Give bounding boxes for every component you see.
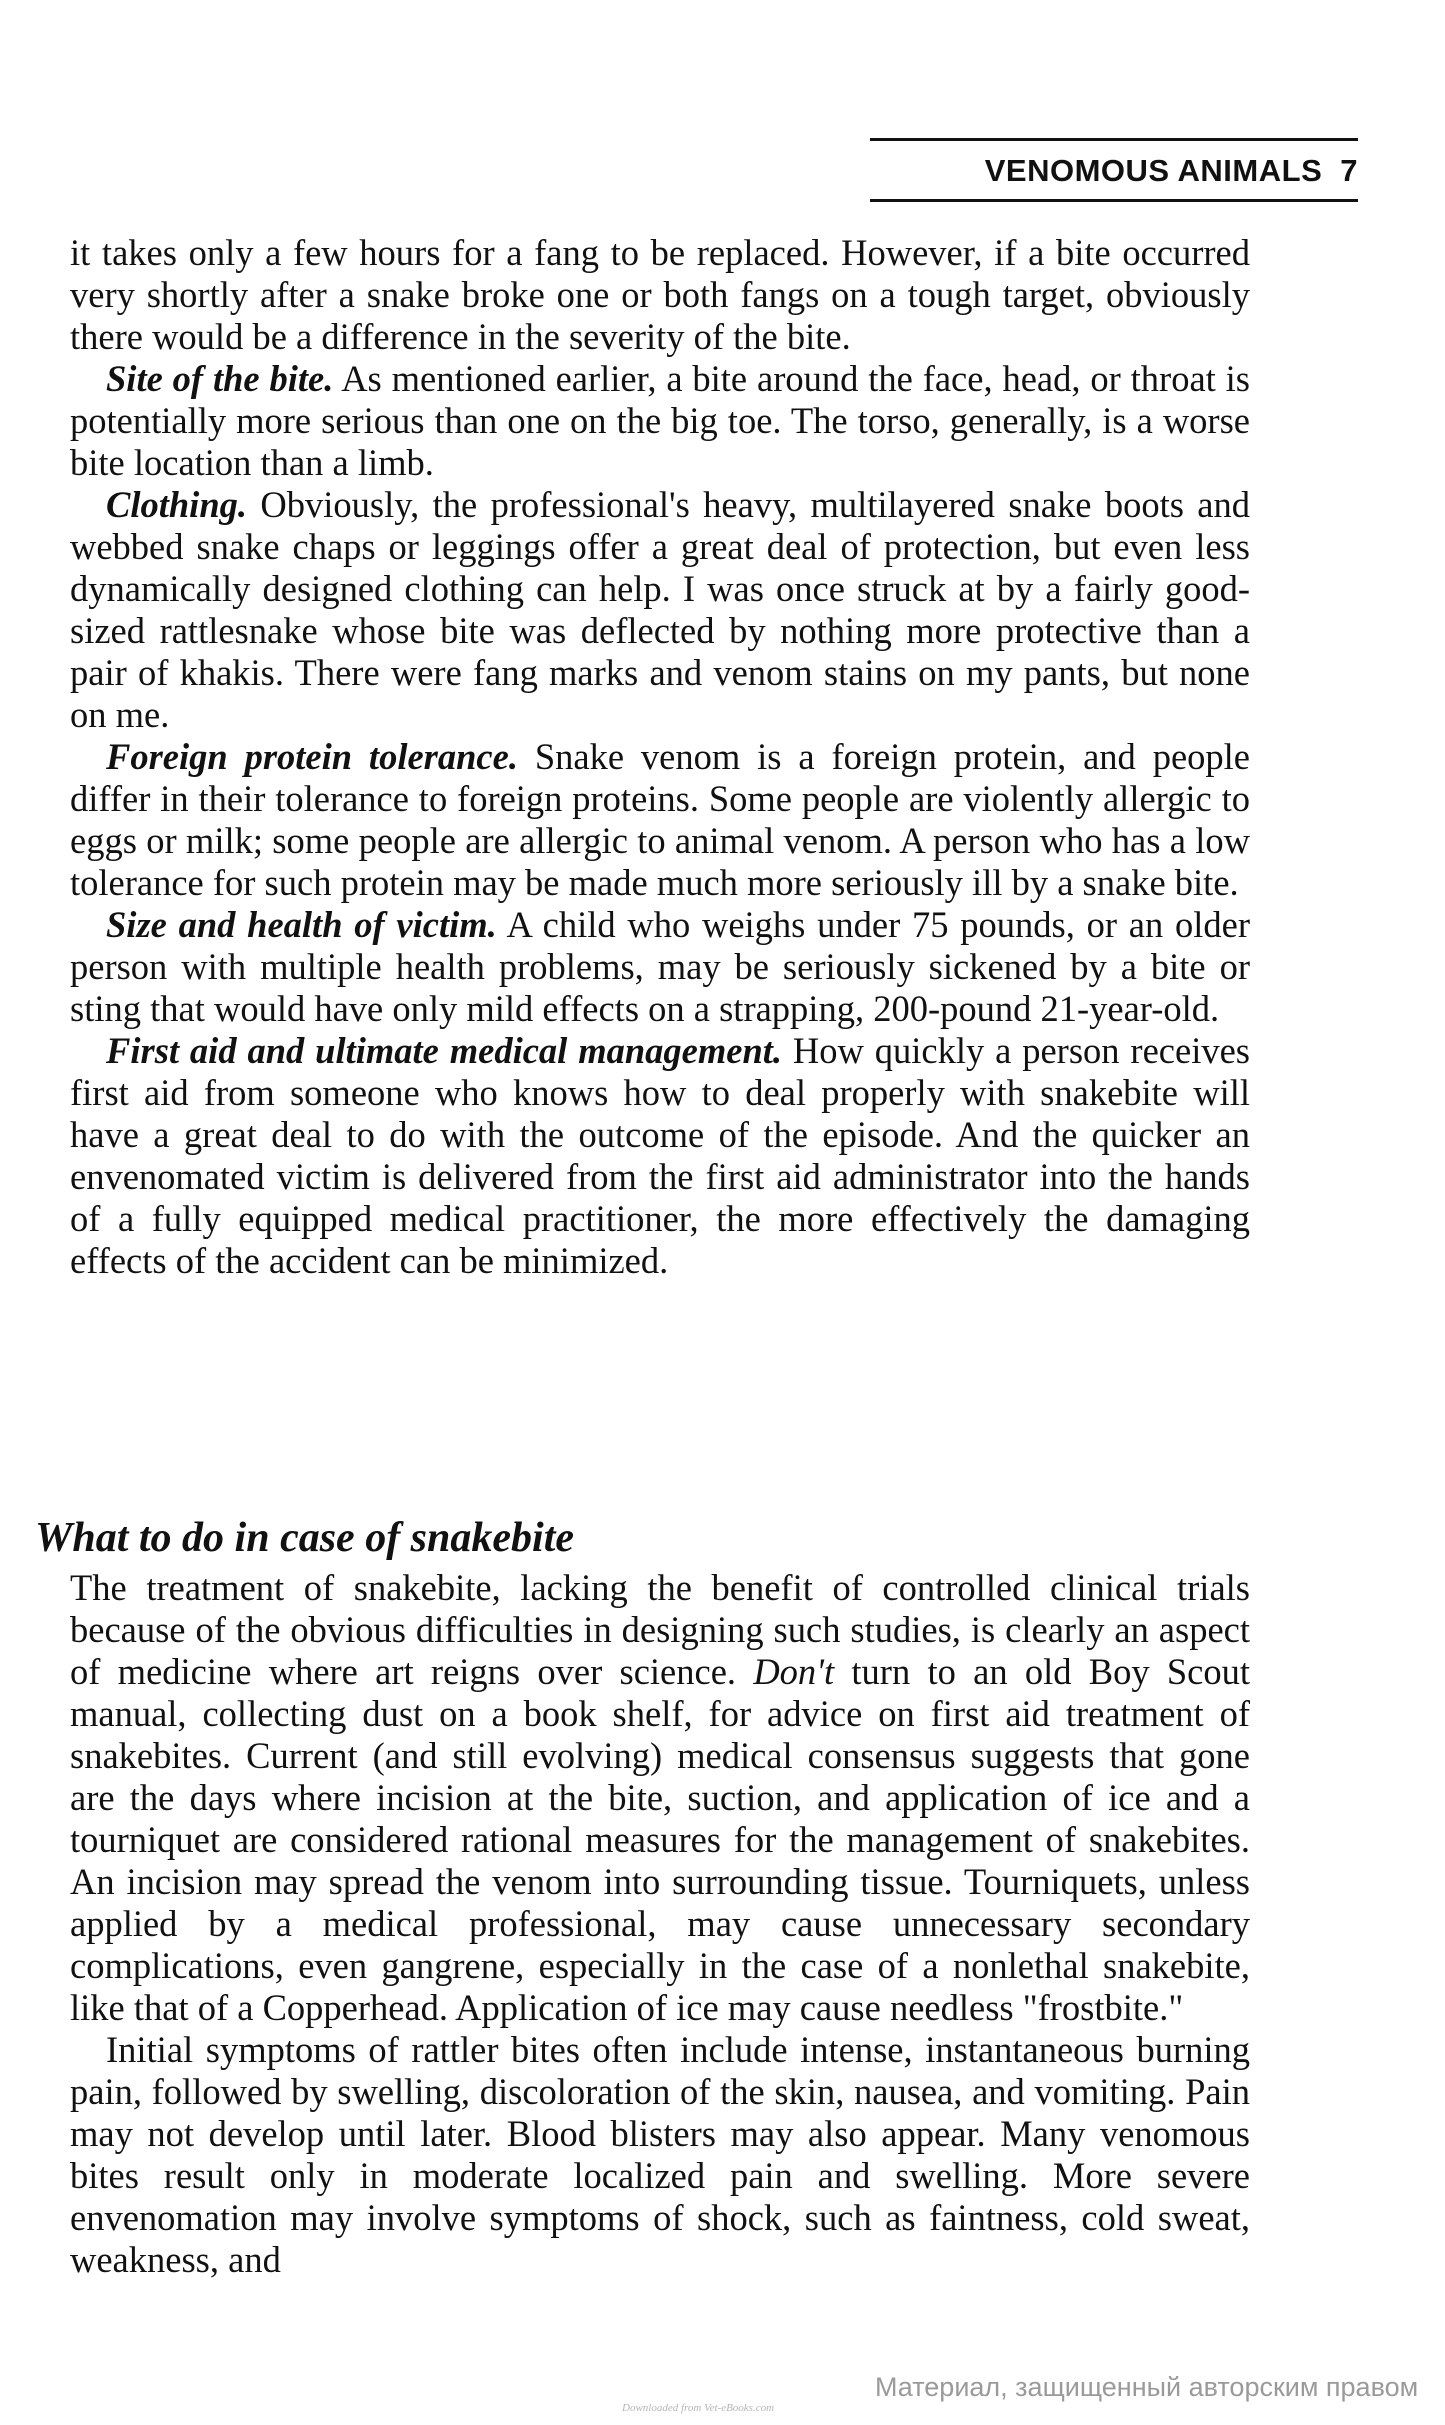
factor-paragraph-protein bbox=[70, 736, 1250, 904]
continuation-paragraph: it takes only a few hours for a fang to be replaced. However, if a bite occurred very shortly after a snake broke one or both fangs on a tough target, obviously there would be a difference in the severity of the bite. bbox=[70, 232, 1250, 357]
running-title: VENOMOUS ANIMALS bbox=[984, 153, 1323, 188]
factors-text-block bbox=[70, 232, 1250, 1282]
treatment-text-end: turn to an old Boy Scout manual, collecting dust on a book shelf, for advice on first aid treatment of snakebites. Current (and still evolving) medical consensus suggests that gone are the days where incision at the bite, suction, and application of ice and a tourniquet are considered rational measures for the management of snakebites. An incision may spread the venom into surrounding tissue. Tourniquets, unless applied by a medical professional, may cause unnecessary secondary complications, even gangrene, especially in the case of a nonlethal snakebite, like that of a Copperhead. Application of ice may cause needless "frostbite." bbox=[70, 1651, 1251, 2028]
header-text bbox=[985, 152, 1358, 190]
treatment-text-start: The treatment of snakebite, lacking the benefit of controlled clinical trials because of the obvious difficulties in designing such studies, is clearly an aspect of medicine where art reigns over science. bbox=[70, 1567, 1250, 1692]
running-header bbox=[870, 138, 1358, 202]
factor-paragraph-site bbox=[70, 358, 1250, 484]
page-number: 7 bbox=[1340, 153, 1358, 188]
factor-title: Site of the bite. bbox=[106, 358, 334, 399]
factor-text: A child who weighs under 75 pounds, or an older person with multiple health problems, may be seriously sickened by a bite or sting that would have only mild effects on a strapping, 200-pound 21-year-old. bbox=[70, 904, 1250, 1029]
factor-title: Size and health of victim. bbox=[106, 904, 497, 945]
copyright-watermark: Материал, защищенный авторским правом bbox=[875, 2372, 1419, 2402]
download-watermark: Downloaded from Vet-eBooks.com bbox=[622, 2402, 775, 2414]
book-page bbox=[35, 120, 1358, 2360]
treatment-paragraph bbox=[70, 1567, 1250, 2029]
factor-text: How quickly a person receives first aid from someone who knows how to deal properly with snakebite will have a great deal to do with the outcome of the episode. And the quicker an envenomated victim is delivered from the first aid administrator into the hands of a fully equipped medical practitioner, the more effectively the damaging effects of the accident can be minimized. bbox=[70, 1030, 1250, 1281]
treatment-emphasis: Don't bbox=[753, 1651, 835, 1692]
section-body bbox=[70, 1567, 1250, 2281]
header-rule-bottom bbox=[870, 199, 1358, 202]
factor-text: Obviously, the professional's heavy, multilayered snake boots and webbed snake chaps or leggings offer a great deal of protection, but even less dynamically designed clothing can help. I was once struck at by a fairly good-sized rattlesnake whose bite was deflected by nothing more protective than a pair of khakis. There were fang marks and venom stains on my pants, but none on me. bbox=[70, 484, 1250, 735]
factor-paragraph-clothing bbox=[70, 484, 1250, 736]
factor-text: Snake venom is a foreign protein, and people differ in their tolerance to foreign proteins. Some people are violently allergic to eggs or milk; some people are allergic to animal venom. A person who has a low tolerance for such protein may be made much more seriously ill by a snake bite. bbox=[70, 736, 1250, 903]
factor-text: As mentioned earlier, a bite around the face, head, or throat is potentially more serious than one on the big toe. The torso, generally, is a worse bite location than a limb. bbox=[70, 358, 1251, 483]
header-rule-top bbox=[870, 138, 1358, 141]
factor-paragraph-victim bbox=[70, 904, 1250, 1030]
factor-title: Clothing. bbox=[106, 484, 247, 525]
factor-paragraph-first-aid bbox=[70, 1030, 1250, 1282]
factor-title: Foreign protein tolerance. bbox=[106, 736, 518, 777]
factor-title: First aid and ultimate medical management. bbox=[106, 1030, 783, 1071]
symptoms-paragraph: Initial symptoms of rattler bites often include intense, instantaneous burning pain, followed by swelling, discoloration of the skin, nausea, and vomiting. Pain may not develop until later. Blood blisters may also appear. Many venomous bites result only in moderate localized pain and swelling. More severe envenomation may involve symptoms of shock, such as faintness, cold sweat, weakness, and bbox=[70, 2029, 1250, 2280]
section-heading: What to do in case of snakebite bbox=[35, 1515, 575, 1561]
